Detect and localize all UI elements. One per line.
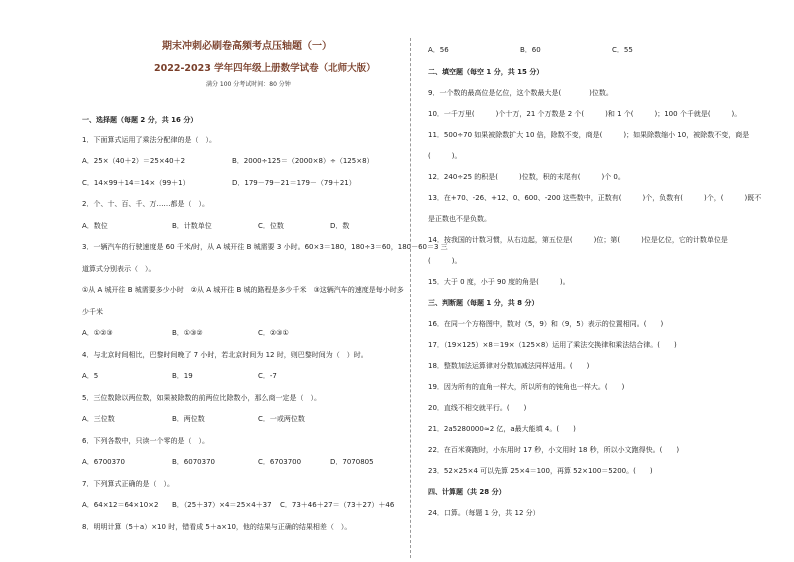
option-text: A．56 (428, 46, 449, 54)
question-text: 少千米 (82, 308, 103, 316)
option-text: B．①③② (172, 329, 203, 337)
option-text: A．5 (82, 372, 99, 380)
option-text: C．6703700 (258, 458, 302, 466)
exam-title: 期末冲刺必刷卷高频考点压轴题（一） (162, 41, 332, 52)
question-text: 15．大于 0 度，小于 90 度的角是( )。 (428, 278, 570, 286)
option-text: A．三位数 (82, 415, 115, 423)
section-heading: 四、计算题（共 28 分） (428, 488, 506, 496)
option-text: D．7070805 (330, 458, 374, 466)
question-text: 16．在同一个方格图中，数对（5，9）和（9，5）表示的位置相同。( ) (428, 320, 664, 328)
option-text: C．位数 (258, 222, 284, 230)
question-text: 17．（19×125）×8＝19×（125×8）运用了乘法交换律和乘法结合律。( ) (428, 341, 677, 349)
option-text: C．②③① (258, 329, 289, 337)
question-text: 6．下列各数中，只读一个零的是（ ）。 (82, 437, 209, 445)
question-text: 1．下面算式运用了乘法分配律的是（ ）。 (82, 136, 216, 144)
question-text: 是正数也不是负数。 (428, 215, 491, 223)
option-text: C．14×99＋14＝14×（99＋1） (82, 179, 190, 187)
question-text: 7．下列算式正确的是（ ）。 (82, 480, 174, 488)
option-text: B．2000÷125＝（2000×8）÷（125×8） (232, 157, 374, 165)
question-text: 9．一个数的最高位是亿位，这个数最大是( )位数。 (428, 89, 613, 97)
option-text: A．25×（40＋2）＝25×40＋2 (82, 157, 186, 165)
question-text: 22．在百米赛跑时，小东用时 17 秒，小文用时 18 秒，所以小文跑得快。( ) (428, 446, 680, 454)
section-heading: 二、填空题（每空 1 分，共 15 分） (428, 68, 544, 76)
question-text: 24．口算。（每题 1 分，共 12 分） (428, 509, 540, 517)
option-text: A．①②③ (82, 329, 113, 337)
option-text: D．数 (330, 222, 350, 230)
option-text: A．64×12＝64×10×2 (82, 501, 159, 509)
section-heading: 一、选择题（每题 2 分，共 16 分） (82, 116, 198, 124)
question-text: 14．按我国的计数习惯，从右边起，第五位是( )位；第( )位是亿位，它的计数单位是 (428, 236, 728, 244)
question-text: 3．一辆汽车的行驶速度是 60 千米/时，从 A 城开往 B 城需要 3 小时。60×3＝180，180÷3＝60，180－60＝3 三 (82, 243, 448, 251)
option-text: B．计数单位 (172, 222, 212, 230)
section-heading: 三、判断题（每题 1 分，共 8 分） (428, 299, 539, 307)
question-text: 4．与北京时间相比，巴黎时间晚了 7 小时，若北京时间为 12 时，则巴黎时间为（ ）时。 (82, 351, 368, 359)
question-text: 20．直线不相交就平行。( ) (428, 404, 527, 412)
question-text: 21．2a5280000≈2 亿，a最大能填 4。( ) (428, 425, 576, 433)
option-text: B．19 (172, 372, 193, 380)
option-text: C．一或两位数 (258, 415, 305, 423)
option-text: B．60 (520, 46, 541, 54)
option-text: B．两位数 (172, 415, 205, 423)
question-text: 13．在+70、-26、+12、0、600、-200 这些数中，正数有( )个，负数有( )个，( )既不 (428, 194, 762, 202)
option-text: A．数位 (82, 222, 108, 230)
exam-meta: 满分 100 分考试时间：80 分钟 (206, 81, 291, 88)
option-text: C．55 (612, 46, 633, 54)
question-text: ①从 A 城开往 B 城需要多少小时 ②从 A 城开往 B 城的路程是多少千米 ③这辆汽车的速度是每小时多 (82, 286, 404, 294)
question-text: 2．个、十、百、千、万……都是（ ）。 (82, 200, 209, 208)
column-divider (410, 38, 411, 558)
option-text: B．6070370 (172, 458, 215, 466)
question-text: ( )。 (428, 152, 462, 160)
option-text: B．（25＋37）×4＝25×4＋37 (172, 501, 272, 509)
option-text: C．73＋46＋27＝（73＋27）＋46 (280, 501, 395, 509)
question-text: 18．整数加法运算律对分数加减法同样适用。( ) (428, 362, 590, 370)
option-text: D．179－79－21＝179－（79＋21） (232, 179, 356, 187)
question-text: 11．500÷70 如果被除数扩大 10 倍，除数不变，商是( )；如果除数缩小 10，被除数不变，商是 (428, 131, 750, 139)
question-text: 12．240÷25 的积是( )位数，积的末尾有( )个 0。 (428, 173, 625, 181)
question-text: ( )。 (428, 257, 462, 265)
question-text: 道算式分别表示（ ）。 (82, 265, 156, 273)
exam-subtitle: 2022-2023 学年四年级上册数学试卷（北师大版） (154, 63, 376, 74)
question-text: 8．明明计算（5＋a）×10 时，错看成 5＋a×10，他的结果与正确的结果相差（ ）。 (82, 523, 352, 531)
question-text: 19．因为所有的直角一样大，所以所有的钝角也一样大。( ) (428, 383, 625, 391)
option-text: C．-7 (258, 372, 277, 380)
option-text: A．6700370 (82, 458, 125, 466)
question-text: 5．三位数除以两位数，如果被除数的前两位比除数小，那么商一定是（ ）。 (82, 394, 321, 402)
question-text: 10．一千万里( )个十万，21 个万数是 2 个( )和 1 个( )；100 个千就是( )。 (428, 110, 742, 118)
question-text: 23．52×25×4 可以先算 25×4＝100，再算 52×100＝5200。( ) (428, 467, 653, 475)
